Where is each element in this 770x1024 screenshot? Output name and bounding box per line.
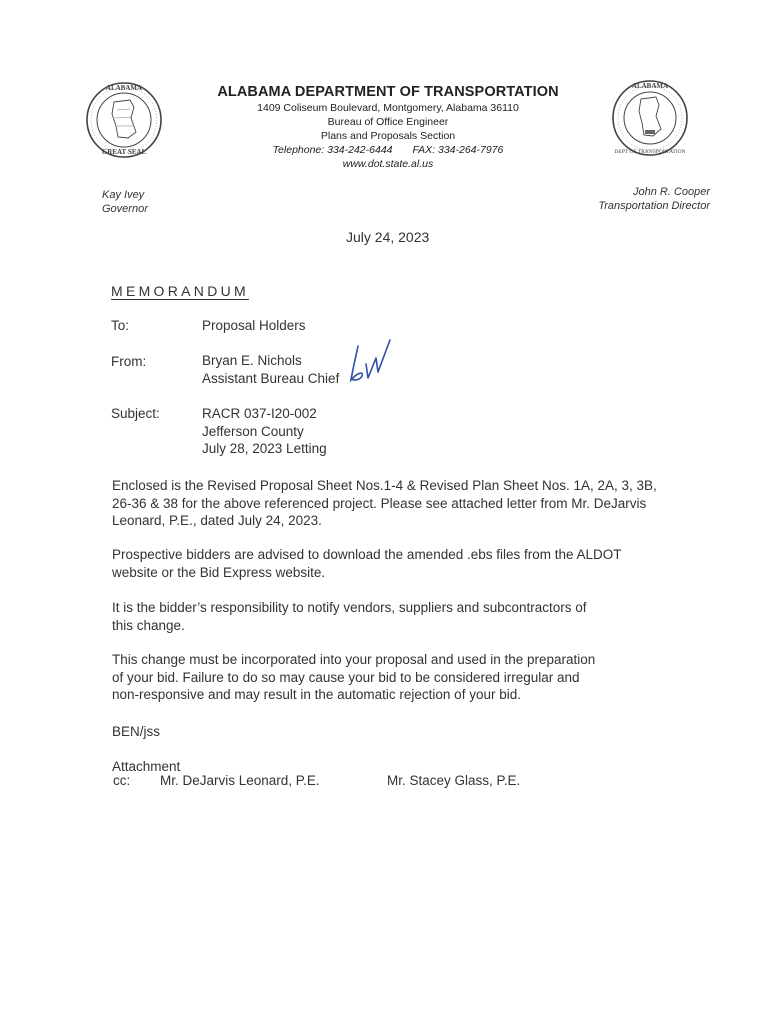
from-label: From: xyxy=(111,354,147,369)
signature-graphic xyxy=(344,336,396,388)
paragraph-line: It is the bidder’s responsibility to notify vendors, suppliers and subcontractors of xyxy=(112,600,587,615)
subject-block xyxy=(202,405,327,458)
svg-text:GREAT SEAL: GREAT SEAL xyxy=(101,148,147,156)
paragraph-line: this change. xyxy=(112,617,185,633)
paragraph-download xyxy=(112,546,712,581)
svg-text:ALABAMA: ALABAMA xyxy=(105,84,143,92)
governor-block xyxy=(102,188,148,216)
director-name: John R. Cooper xyxy=(632,186,710,198)
paragraph-incorporation xyxy=(112,651,712,704)
paragraph-line: non-responsive and may result in the automatic rejection of your bid. xyxy=(112,687,521,702)
section-name: Plans and Proposals Section xyxy=(320,130,456,142)
paragraph-line: Enclosed is the Revised Proposal Sheet Nos.1-4 & Revised Plan Sheet Nos. 1A, 2A, 3, 3B, xyxy=(112,478,657,493)
aldot-seal-icon xyxy=(610,78,690,158)
telephone: Telephone: 334-242-6444 xyxy=(272,144,393,156)
governor-name: Kay Ivey xyxy=(102,189,145,201)
from-block xyxy=(202,352,339,387)
from-title: Assistant Bureau Chief xyxy=(202,370,340,386)
letterhead xyxy=(190,84,586,171)
paragraph-line: of your bid. Failure to do so may cause your bid to be considered irregular and xyxy=(112,669,580,685)
typist-initials: BEN/jss xyxy=(112,724,161,739)
paragraph-line: Prospective bidders are advised to download the amended .ebs files from the ALDOT xyxy=(112,547,622,562)
subject-label: Subject: xyxy=(111,406,160,421)
attachment-note: Attachment xyxy=(112,759,181,774)
agency-name: ALABAMA DEPARTMENT OF TRANSPORTATION xyxy=(217,84,559,100)
cc-recipient: Mr. Stacey Glass, P.E. xyxy=(387,773,521,788)
paragraph-line: This change must be incorporated into your proposal and used in the preparation xyxy=(112,652,596,667)
website-link[interactable]: www.dot.state.al.us xyxy=(342,158,434,170)
contact-row xyxy=(190,143,586,157)
paragraph-line: Leonard, P.E., dated July 24, 2023. xyxy=(112,513,322,528)
governor-title: Governor xyxy=(102,203,148,215)
subject-line: July 28, 2023 Letting xyxy=(202,441,327,456)
bureau-name: Bureau of Office Engineer xyxy=(327,116,449,128)
svg-text:DEPT OF TRANSPORTATION: DEPT OF TRANSPORTATION xyxy=(614,149,686,155)
to-value: Proposal Holders xyxy=(202,318,306,333)
from-name: Bryan E. Nichols xyxy=(202,353,302,368)
memo-date: July 24, 2023 xyxy=(346,229,430,245)
great-seal-graphic xyxy=(84,80,164,160)
paragraph-line: 26-36 & 38 for the above referenced project. Please see attached letter from Mr. DeJarvis xyxy=(112,495,647,511)
fax: FAX: 334-264-7976 xyxy=(412,144,504,156)
director-block xyxy=(598,185,710,213)
subject-line: RACR 037-I20-002 xyxy=(202,406,317,421)
svg-text:ALABAMA: ALABAMA xyxy=(631,82,669,90)
director-title: Transportation Director xyxy=(598,200,710,212)
great-seal-of-alabama-icon xyxy=(84,80,164,160)
cc-recipient: Mr. DeJarvis Leonard, P.E. xyxy=(160,773,320,788)
paragraph-responsibility xyxy=(112,599,712,634)
aldot-seal-graphic xyxy=(610,78,690,158)
handwritten-signature-icon xyxy=(344,336,396,388)
cc-label: cc: xyxy=(113,773,131,788)
subject-line: Jefferson County xyxy=(202,423,304,439)
paragraph-line: website or the Bid Express website. xyxy=(112,564,326,580)
paragraph-enclosures xyxy=(112,477,712,530)
agency-address: 1409 Coliseum Boulevard, Montgomery, Alabama 36110 xyxy=(257,102,519,114)
to-label: To: xyxy=(111,318,130,333)
memo-heading: MEMORANDUM xyxy=(111,283,249,299)
